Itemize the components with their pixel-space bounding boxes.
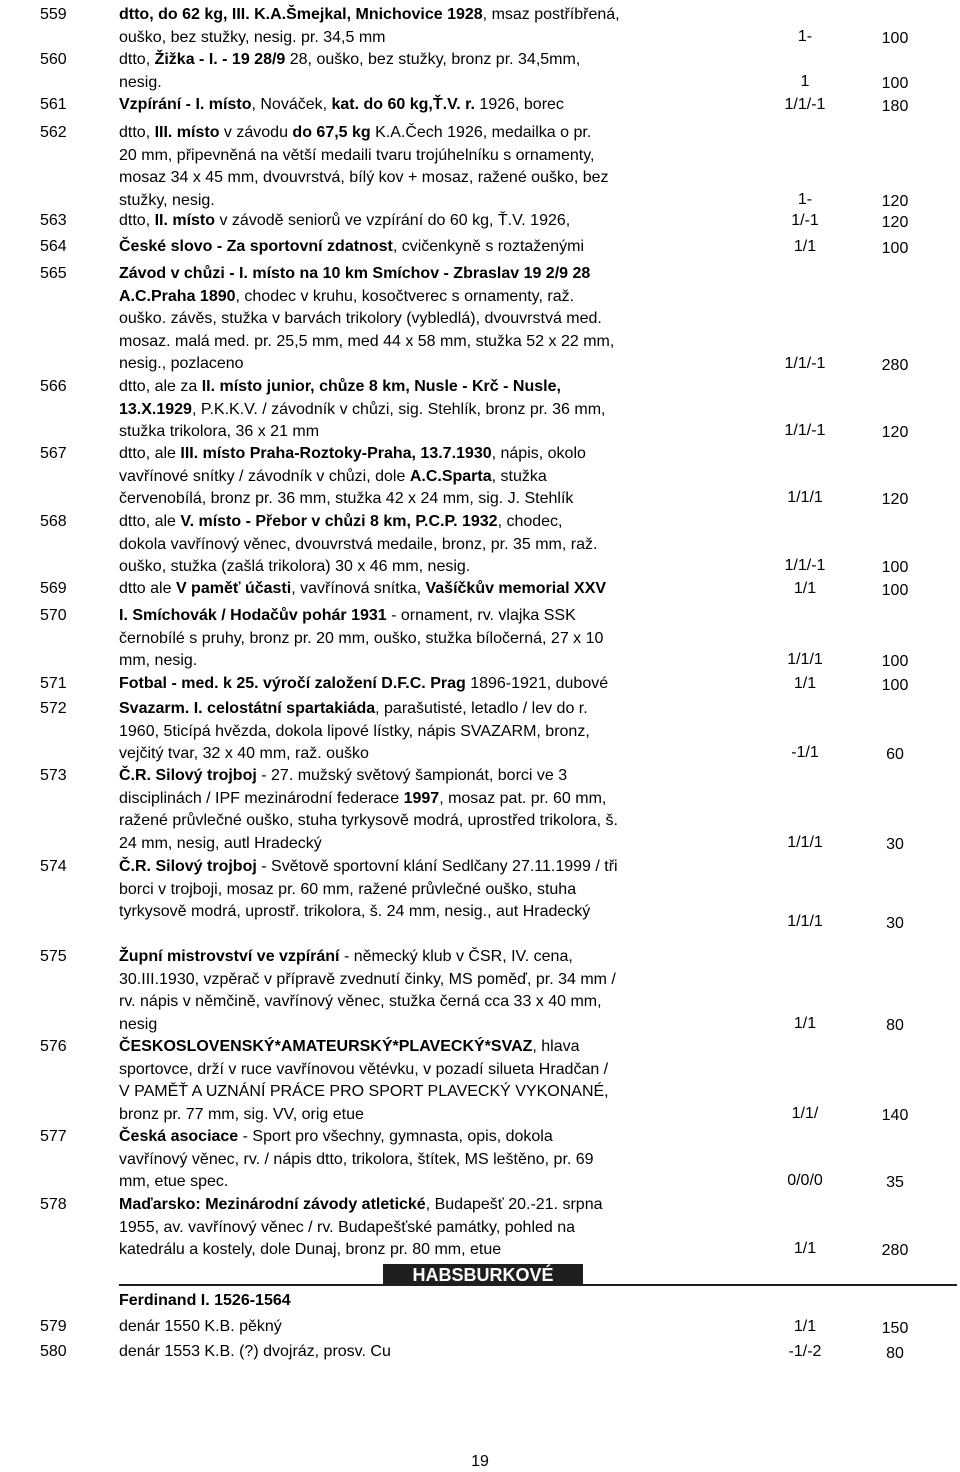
entry-description <box>119 1126 719 1194</box>
description-line: dokola vavřínový věnec, dvouvrstvá medaile, bronz, pr. 35 mm, raž. <box>119 535 598 553</box>
entry-description <box>119 94 719 117</box>
entry-price: 100 <box>881 240 909 257</box>
entry-grade: 1/1 <box>793 1240 817 1257</box>
description-line: vavřínové snítky / závodník v chůzi, dole A.C.Sparta, stužka <box>119 467 547 485</box>
entry-description <box>119 122 719 212</box>
entry-price: 100 <box>881 559 909 576</box>
entry-number: 572 <box>40 700 67 717</box>
entry-number: 566 <box>40 378 67 395</box>
entry-grade: 1/1/-1 <box>784 96 826 113</box>
description-line: sportovce, drží v ruce vavřínovou větévku, v pozadí silueta Hradčan / <box>119 1060 609 1078</box>
entry-number: 562 <box>40 124 67 141</box>
description-line: I. Smíchovák / Hodačův pohár 1931 - ornament, rv. vlajka SSK <box>119 607 576 624</box>
entry-description <box>119 1316 719 1339</box>
description-line: ČESKOSLOVENSKÝ*AMATEURSKÝ*PLAVECKÝ*SVAZ, hlava <box>119 1038 580 1055</box>
description-line: 1955, av. vavřínový věnec / rv. Budapešťské památky, pohled na <box>119 1218 576 1236</box>
description-line: dtto, Žižka - I. - 19 28/9 28, ouško, bez stužky, bronz pr. 34,5mm, <box>119 51 581 68</box>
description-line: ražené průvlečné ouško, stuha tyrkysově modrá, uprostřed trikolora, š. <box>119 812 618 829</box>
entry-description <box>119 578 719 601</box>
description-line: stužky, nesig. <box>119 191 215 209</box>
entry-number: 567 <box>40 445 67 462</box>
description-line: 1960, 5ticípá hvězda, dokola lipové lístky, nápis SVAZARM, bronz, <box>119 722 590 740</box>
entry-price: 120 <box>881 193 909 210</box>
section-subheading: Ferdinand I. 1526-1564 <box>119 1292 291 1309</box>
description-line: dtto ale V paměť účasti, vavřínová snítka, Vašíčkův memorial XXV <box>119 580 607 597</box>
entry-number: 576 <box>40 1038 67 1055</box>
description-line: A.C.Praha 1890, chodec v kruhu, kosočtverec s ornamenty, raž. <box>119 287 575 305</box>
entry-number: 559 <box>40 6 67 23</box>
description-line: ouško, bez stužky, nesig. pr. 34,5 mm <box>119 28 386 46</box>
entry-grade: 1/-1 <box>791 212 819 229</box>
entry-grade: 1/1/-1 <box>784 422 826 439</box>
entry-price: 60 <box>886 746 904 763</box>
entry-description <box>119 605 719 673</box>
entry-description <box>119 1036 719 1126</box>
description-line: černobílé s pruhy, bronz pr. 20 mm, ouško, stužka bíločerná, 27 x 10 <box>119 629 604 647</box>
entry-description <box>119 1194 719 1262</box>
entry-number: 561 <box>40 96 67 113</box>
description-line: vavřínový věnec, rv. / nápis dtto, trikolora, štítek, MS leštěno, pr. 69 <box>119 1150 594 1168</box>
description-line: Závod v chůzi - I. místo na 10 km Smíchov - Zbraslav 19 2/9 28 <box>119 265 591 282</box>
entry-number: 563 <box>40 212 67 229</box>
entry-price: 80 <box>886 1017 904 1034</box>
entry-description <box>119 946 719 1036</box>
entry-grade: 1/1 <box>793 238 817 255</box>
description-line: katedrálu a kostely, dole Dunaj, bronz pr. 80 mm, etue <box>119 1241 502 1258</box>
description-line: Svazarm. I. celostátní spartakiáda, parašutisté, letadlo / lev do r. <box>119 700 588 717</box>
entry-grade: 1 <box>800 73 810 90</box>
entry-price: 100 <box>881 582 909 599</box>
entry-price: 150 <box>881 1320 909 1337</box>
entry-number: 570 <box>40 607 67 624</box>
entry-price: 100 <box>881 30 909 47</box>
description-line: dtto, do 62 kg, III. K.A.Šmejkal, Mnichovice 1928, msaz postříbřená, <box>119 6 620 23</box>
entry-grade: 1/1/1 <box>787 834 823 851</box>
description-line: dtto, III. místo v závodu do 67,5 kg K.A.Čech 1926, medailka o pr. <box>119 124 592 141</box>
entry-price: 120 <box>881 214 909 231</box>
entry-number: 574 <box>40 858 67 875</box>
entry-price: 100 <box>881 677 909 694</box>
description-line: borci v trojboji, mosaz pr. 60 mm, ražené průvlečné ouško, stuha <box>119 880 577 898</box>
entry-grade: 1/1/ <box>791 1105 819 1122</box>
description-line: Maďarsko: Mezinárodní závody atletické, Budapešť 20.-21. srpna <box>119 1196 603 1213</box>
description-line: České slovo - Za sportovní zdatnost, cvičenkyně s roztaženými <box>119 238 585 255</box>
entry-description <box>119 376 719 444</box>
entry-price: 280 <box>881 357 909 374</box>
description-line: dtto, ale V. místo - Přebor v chůzi 8 km, P.C.P. 1932, chodec, <box>119 513 563 530</box>
entry-price: 140 <box>881 1107 909 1124</box>
entry-grade: 1/1 <box>793 1015 817 1032</box>
description-line: Fotbal - med. k 25. výročí založení D.F.C. Prag 1896-1921, dubové <box>119 675 609 692</box>
entry-description <box>119 49 719 94</box>
description-line: Č.R. Silový trojboj - Světově sportovní klání Sedlčany 27.11.1999 / tři <box>119 858 618 875</box>
entry-price: 35 <box>886 1174 904 1191</box>
description-line: mm, nesig. <box>119 652 198 669</box>
entry-grade: 1/1/-1 <box>784 355 826 372</box>
description-line: disciplinách / IPF mezinárodní federace 1997, mosaz pat. pr. 60 mm, <box>119 789 607 807</box>
description-line: dtto, ale III. místo Praha-Roztoky-Praha, 13.7.1930, nápis, okolo <box>119 445 586 462</box>
description-line: stužka trikolora, 36 x 21 mm <box>119 423 320 440</box>
entry-grade: 1/1 <box>793 580 817 597</box>
entry-description <box>119 4 719 49</box>
entry-price: 30 <box>886 915 904 932</box>
entry-price: 120 <box>881 424 909 441</box>
description-line: Vzpírání - I. místo, Nováček, kat. do 60 kg,Ť.V. r. 1926, borec <box>119 96 564 113</box>
entry-grade: 1/1 <box>793 675 817 692</box>
page-number: 19 <box>471 1453 489 1470</box>
description-line: ouško. závěs, stužka v barvách trikolory (vybledlá), dvouvrstvá med. <box>119 310 602 327</box>
description-line: denár 1553 K.B. (?) dvojráz, prosv. Cu <box>119 1343 391 1360</box>
description-line: 20 mm, připevněná na větší medaili tvaru trojúhelníku s ornamenty, <box>119 146 595 164</box>
description-line: denár 1550 K.B. pěkný <box>119 1318 282 1335</box>
entry-number: 579 <box>40 1318 67 1335</box>
entry-price: 100 <box>881 653 909 670</box>
entry-description <box>119 1341 719 1364</box>
description-line: Župní mistrovství ve vzpírání - německý klub v ČSR, IV. cena, <box>119 948 573 965</box>
entry-grade: 1/1/-1 <box>784 557 826 574</box>
description-line: rv. nápis v němčině, vavřínový věnec, stužka černá cca 33 x 40 mm, <box>119 993 602 1010</box>
description-line: dtto, II. místo v závodě seniorů ve vzpírání do 60 kg, Ť.V. 1926, <box>119 212 571 229</box>
entry-number: 565 <box>40 265 67 282</box>
description-line: mosaz. malá med. pr. 25,5 mm, med 44 x 58 mm, stužka 52 x 22 mm, <box>119 332 615 350</box>
description-line: tyrkysově modrá, uprostř. trikolora, š. 24 mm, nesig., aut Hradecký <box>119 903 591 920</box>
entry-description <box>119 698 719 766</box>
entry-number: 568 <box>40 513 67 530</box>
entry-grade: 1- <box>797 191 813 208</box>
section-banner: HABSBURKOVÉ <box>383 1264 583 1286</box>
entry-number: 578 <box>40 1196 67 1213</box>
entry-price: 180 <box>881 98 909 115</box>
entry-price: 280 <box>881 1242 909 1259</box>
entry-grade: 1/1/1 <box>787 489 823 506</box>
entry-grade: 1/1/1 <box>787 913 823 930</box>
description-line: 30.III.1930, vzpěrač v přípravě zvednutí činky, MS poměď, pr. 34 mm / <box>119 970 616 988</box>
entry-description <box>119 443 719 511</box>
entry-number: 573 <box>40 767 67 784</box>
description-line: dtto, ale za II. místo junior, chůze 8 km, Nusle - Krč - Nusle, <box>119 378 561 395</box>
entry-grade: 1- <box>797 28 813 45</box>
description-line: mm, etue spec. <box>119 1173 229 1190</box>
description-line: Č.R. Silový trojboj - 27. mužský světový šampionát, borci ve 3 <box>119 767 568 784</box>
description-line: ouško, stužka (zašlá trikolora) 30 x 46 mm, nesig. <box>119 558 471 575</box>
entry-price: 80 <box>886 1345 904 1362</box>
entry-description <box>119 673 719 696</box>
entry-description <box>119 856 719 924</box>
description-line: vejčitý tvar, 32 x 40 mm, raž. ouško <box>119 745 369 762</box>
description-line: V PAMĚŤ A UZNÁNÍ PRÁCE PRO SPORT PLAVECKÝ VYKONANÉ, <box>119 1083 609 1100</box>
entry-price: 30 <box>886 836 904 853</box>
description-line: Česká asociace - Sport pro všechny, gymnasta, opis, dokola <box>119 1128 553 1145</box>
entry-number: 569 <box>40 580 67 597</box>
entry-number: 571 <box>40 675 67 692</box>
entry-price: 100 <box>881 75 909 92</box>
entry-description <box>119 236 719 259</box>
description-line: nesig., pozlaceno <box>119 355 244 372</box>
description-line: 24 mm, nesig, autl Hradecký <box>119 834 322 852</box>
entry-grade: -1/-2 <box>788 1343 822 1360</box>
entry-description <box>119 210 719 233</box>
entry-number: 560 <box>40 51 67 68</box>
entry-price: 120 <box>881 491 909 508</box>
entry-number: 580 <box>40 1343 67 1360</box>
entry-grade: -1/1 <box>791 744 819 761</box>
description-line: bronz pr. 77 mm, sig. VV, orig etue <box>119 1105 364 1123</box>
description-line: nesig <box>119 1015 158 1033</box>
entry-number: 577 <box>40 1128 67 1145</box>
description-line: mosaz 34 x 45 mm, dvouvrstvá, bílý kov + mosaz, ražené ouško, bez <box>119 169 609 186</box>
description-line: červenobílá, bronz pr. 36 mm, stužka 42 x 24 mm, sig. J. Stehlík <box>119 490 574 507</box>
entry-description <box>119 765 719 855</box>
entry-grade: 1/1/1 <box>787 651 823 668</box>
entry-number: 575 <box>40 948 67 965</box>
entry-description <box>119 511 719 579</box>
entry-grade: 0/0/0 <box>787 1172 823 1189</box>
entry-grade: 1/1 <box>793 1318 817 1335</box>
description-line: nesig. <box>119 73 162 91</box>
entry-number: 564 <box>40 238 67 255</box>
description-line: 13.X.1929, P.K.K.V. / závodník v chůzi, sig. Stehlík, bronz pr. 36 mm, <box>119 400 606 418</box>
entry-description <box>119 263 719 376</box>
